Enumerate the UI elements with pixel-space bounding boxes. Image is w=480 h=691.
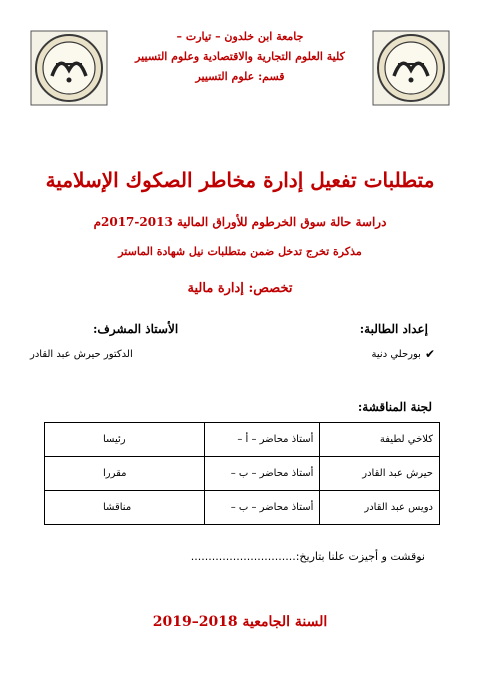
- university-logo-icon: [372, 30, 450, 106]
- university-header: [110, 27, 370, 87]
- member-rank: أستاذ محاضر – ب –: [204, 491, 320, 525]
- thesis-description: مذكرة تخرج تدخل ضمن متطلبات نيل شهادة الماستر: [118, 245, 362, 258]
- university-logo-icon-right: [372, 30, 450, 106]
- specialty: تخصص: إدارة مالية: [187, 281, 293, 296]
- case-study-subtitle: دراسة حالة سوق الخرطوم للأوراق المالية 2013-2017م: [93, 215, 387, 229]
- prepared-by-label: إعداد الطالبة:: [359, 322, 428, 336]
- university-logo-icon-left: [30, 30, 108, 106]
- supervisor-label: الأستاذ المشرف:: [93, 322, 179, 336]
- academic-year: السنة الجامعية 2018–2019: [152, 614, 328, 630]
- member-name: كلاخي لطيفة: [320, 423, 440, 457]
- member-role: رئيسا: [45, 423, 205, 457]
- thesis-title: متطلبات تفعيل إدارة مخاطر الصكوك الإسلامية: [45, 168, 435, 192]
- committee-table: [44, 422, 440, 525]
- student-name: بورحلي دنية: [371, 348, 421, 360]
- check-icon: ✔: [424, 347, 435, 361]
- member-name: دويس عبد القادر: [320, 491, 440, 525]
- table-row: [45, 457, 440, 491]
- faculty-name: كلية العلوم التجارية والاقتصادية وعلوم التسيير: [135, 50, 345, 63]
- discussion-date-line: نوقشت و أجيزت علنا بتاريخ:..............................: [190, 550, 425, 563]
- table-row: [45, 491, 440, 525]
- student-entry: [372, 347, 435, 361]
- member-role: مقررا: [45, 457, 205, 491]
- member-rank: أستاذ محاضر – أ –: [204, 423, 320, 457]
- member-rank: أستاذ محاضر – ب –: [204, 457, 320, 491]
- university-logo-icon: [30, 30, 108, 106]
- table-row: [45, 423, 440, 457]
- member-name: حيرش عبد القادر: [320, 457, 440, 491]
- committee-label: لجنة المناقشة:: [357, 400, 432, 414]
- university-name: جامعة ابن خلدون – تيارت –: [176, 30, 304, 43]
- department-name: قسم: علوم التسيير: [195, 70, 285, 83]
- member-role: مناقشا: [45, 491, 205, 525]
- supervisor-name: الدكتور حيرش عبد القادر: [30, 349, 133, 360]
